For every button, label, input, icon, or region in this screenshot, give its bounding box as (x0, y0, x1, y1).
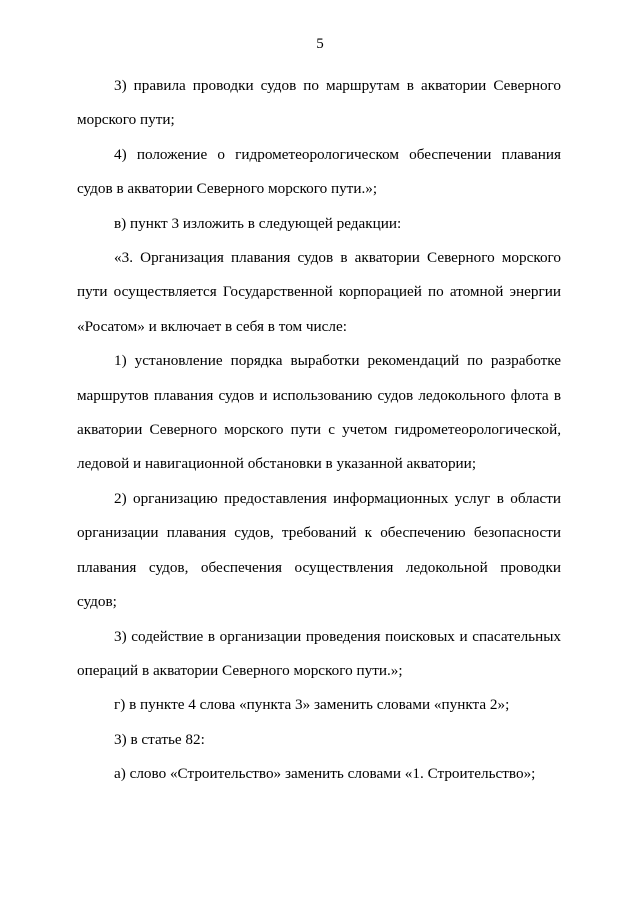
page-number: 5 (316, 36, 324, 52)
paragraph: 2) организацию предоставления информационных услуг в области организации плавания судов, требований к обеспечению безопасности плавания судов, обеспечения осуществления ледокольной проводки судов; (77, 489, 561, 611)
paragraph: 4) положение о гидрометеорологическом обеспечении плавания судов в акватории Северного морского пути.»; (77, 145, 561, 198)
paragraph: а) слово «Строительство» заменить словами «1. Строительство»; (114, 765, 536, 783)
paragraph: 3) содействие в организации проведения поисковых и спасательных операций в акватории Северного морского пути.»; (77, 627, 561, 679)
paragraph: г) в пункте 4 слова «пункта 3» заменить словами «пункта 2»; (114, 696, 510, 714)
paragraph: в) пункт 3 изложить в следующей редакции: (114, 214, 402, 232)
paragraph: 3) в статье 82: (114, 730, 205, 748)
paragraph: 3) правила проводки судов по маршрутам в акватории Северного морского пути; (77, 77, 561, 129)
document-body (77, 69, 561, 792)
paragraph: «3. Организация плавания судов в акватории Северного морского пути осуществляется Государственной корпорацией по атомной энергии «Росатом» и включает в себя в том числе: (77, 249, 561, 335)
paragraph: 1) установление порядка выработки рекомендаций по разработке маршрутов плавания судов и использованию судов ледокольного флота в акватории Северного морского пути с учетом гидрометеорологической, ледовой и навигационной обстановки в указанной акватории; (77, 352, 561, 473)
